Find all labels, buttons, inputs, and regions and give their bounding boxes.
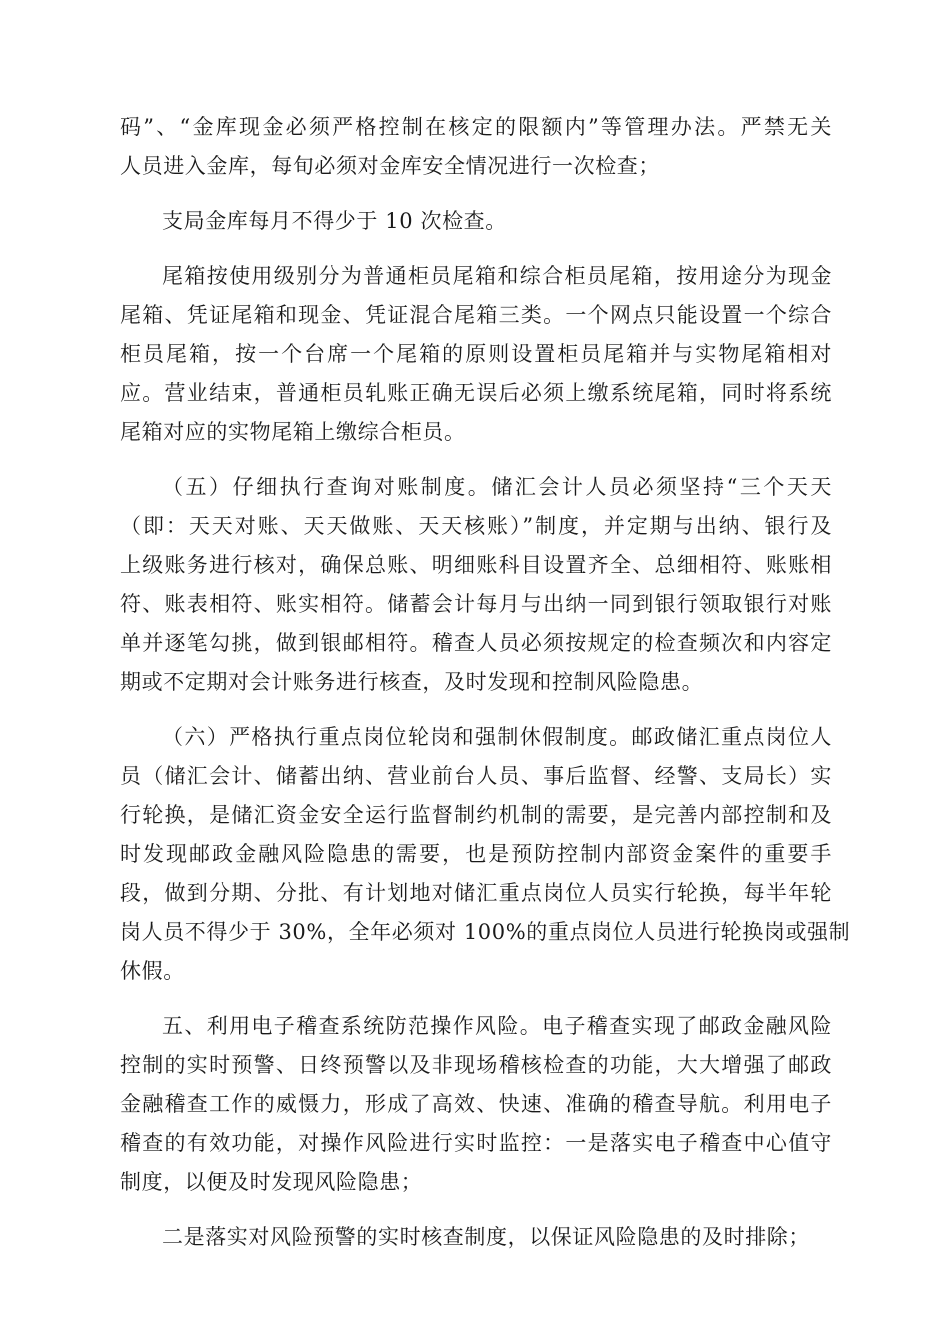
document-body (120, 108, 851, 1273)
text-line: 符、账表相符、账实相符。储蓄会计每月与出纳一同到银行领取银行对账 (120, 592, 832, 616)
text-line: 岗人员不得少于 30%，全年必须对 100%的重点岗位人员进行轮换岗或强制 (120, 920, 851, 944)
text-line: 金融稽查工作的威慑力，形成了高效、快速、准确的稽查导航。利用电子 (120, 1092, 832, 1116)
paragraph-tail-box (120, 257, 832, 452)
text-line: 人员进入金库，每旬必须对金库安全情况进行一次检查； (120, 154, 660, 178)
text-line: 码”、“金库现金必须严格控制在核定的限额内”等管理办法。严禁无关 (120, 115, 832, 139)
text-line: 五、利用电子稽查系统防范操作风险。电子稽查实现了邮政金融风险 (162, 1014, 832, 1038)
text-line: 期或不定期对会计账务进行核查，及时发现和控制风险隐患。 (120, 670, 704, 694)
text-line: 尾箱按使用级别分为普通柜员尾箱和综合柜员尾箱，按用途分为现金 (162, 264, 832, 288)
paragraph-job-rotation (120, 718, 851, 991)
paragraph-vault-management-end (120, 108, 832, 186)
text-line: 段，做到分期、分批、有计划地对储汇重点岗位人员实行轮换，每半年轮 (120, 881, 832, 905)
text-line: 员（储汇会计、储蓄出纳、营业前台人员、事后监督、经警、支局长）实 (120, 764, 832, 788)
text-line: 上级账务进行核对，确保总账、明细账科目设置齐全、总细相符、账账相 (120, 553, 832, 577)
text-line: 尾箱对应的实物尾箱上缴综合柜员。 (120, 420, 466, 444)
text-line: 柜员尾箱，按一个台席一个尾箱的原则设置柜员尾箱并与实物尾箱相对 (120, 342, 832, 366)
text-line: （六）严格执行重点岗位轮岗和强制休假制度。邮政储汇重点岗位人 (162, 725, 832, 749)
paragraph-branch-vault-checks (120, 202, 832, 241)
text-line: 支局金库每月不得少于 10 次检查。 (162, 209, 507, 233)
paragraph-risk-warning-check (120, 1218, 832, 1257)
text-line: 二是落实对风险预警的实时核查制度，以保证风险隐患的及时排除； (162, 1225, 810, 1249)
text-line: 时发现邮政金融风险隐患的需要，也是预防控制内部资金案件的重要手 (120, 842, 832, 866)
text-line: 尾箱、凭证尾箱和现金、凭证混合尾箱三类。一个网点只能设置一个综合 (120, 303, 832, 327)
text-line: 应。营业结束，普通柜员轧账正确无误后必须上缴系统尾箱，同时将系统 (120, 381, 832, 405)
paragraph-reconciliation-system (120, 468, 832, 702)
text-line: （五）仔细执行查询对账制度。储汇会计人员必须坚持“三个天天 (162, 475, 832, 499)
text-line: 稽查的有效功能，对操作风险进行实时监控：一是落实电子稽查中心值守 (120, 1131, 832, 1155)
text-line: 控制的实时预警、日终预警以及非现场稽核检查的功能，大大增强了邮政 (120, 1053, 832, 1077)
text-line: 休假。 (120, 959, 185, 983)
paragraph-electronic-audit (120, 1007, 832, 1202)
text-line: 行轮换，是储汇资金安全运行监督制约机制的需要，是完善内部控制和及 (120, 803, 832, 827)
text-line: 单并逐笔勾挑，做到银邮相符。稽查人员必须按规定的检查频次和内容定 (120, 631, 832, 655)
text-line: （即：天天对账、天天做账、天天核账）”制度，并定期与出纳、银行及 (120, 514, 832, 538)
text-line: 制度，以便及时发现风险隐患； (120, 1170, 423, 1194)
